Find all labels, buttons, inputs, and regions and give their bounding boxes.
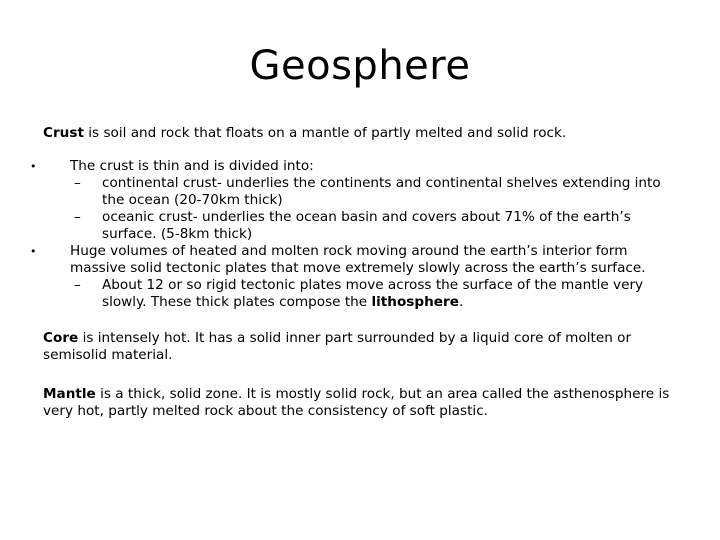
- sub-text: About 12 or so rigid tectonic plates move across the surface of the mantle very slowly. These thick plates compose the: [102, 277, 644, 310]
- sub-item-oceanic-crust: [70, 209, 683, 243]
- core-paragraph: [43, 330, 683, 364]
- sub-text-end: .: [458, 294, 464, 310]
- dash-icon: –: [74, 209, 81, 225]
- sub-item-continental-crust: [70, 175, 683, 209]
- crust-term: Crust: [43, 125, 84, 141]
- slide-title: Geosphere: [249, 43, 471, 89]
- crust-paragraph: [43, 125, 683, 142]
- mantle-term: Mantle: [43, 386, 96, 402]
- bullet-dot-icon: •: [30, 160, 37, 173]
- sub-list: [70, 277, 683, 311]
- sub-text: oceanic crust- underlies the ocean basin and covers about 71% of the earth’s surface. (5-8km thick): [102, 209, 631, 242]
- crust-text: is soil and rock that floats on a mantle of partly melted and solid rock.: [83, 125, 567, 141]
- mantle-text: is a thick, solid zone. It is mostly solid rock, but an area called the asthenosphere is very hot, partly melted rock about the consistency of soft plastic.: [43, 386, 670, 419]
- bullet-text: The crust is thin and is divided into:: [70, 158, 314, 174]
- sub-text: continental crust- underlies the continents and continental shelves extending into the ocean (20-70km thick): [102, 175, 661, 208]
- dash-icon: –: [74, 175, 81, 191]
- bullet-dot-icon: •: [30, 245, 37, 258]
- sub-list: [70, 175, 683, 243]
- crust-bullet-list: [30, 158, 683, 311]
- sub-item-lithosphere: [70, 277, 683, 311]
- bullet-item-tectonic-plates: [30, 243, 683, 311]
- bullet-item-crust-division: [30, 158, 683, 243]
- core-term: Core: [43, 330, 79, 346]
- slide-body: [30, 125, 683, 420]
- lithosphere-term: lithosphere: [371, 294, 459, 310]
- core-text: is intensely hot. It has a solid inner part surrounded by a liquid core of molten or semisolid material.: [43, 330, 632, 363]
- mantle-paragraph: [43, 386, 683, 420]
- bullet-text: Huge volumes of heated and molten rock moving around the earth’s interior form massive solid tectonic plates that move extremely slowly across the earth’s surface.: [70, 243, 646, 276]
- dash-icon: –: [74, 277, 81, 293]
